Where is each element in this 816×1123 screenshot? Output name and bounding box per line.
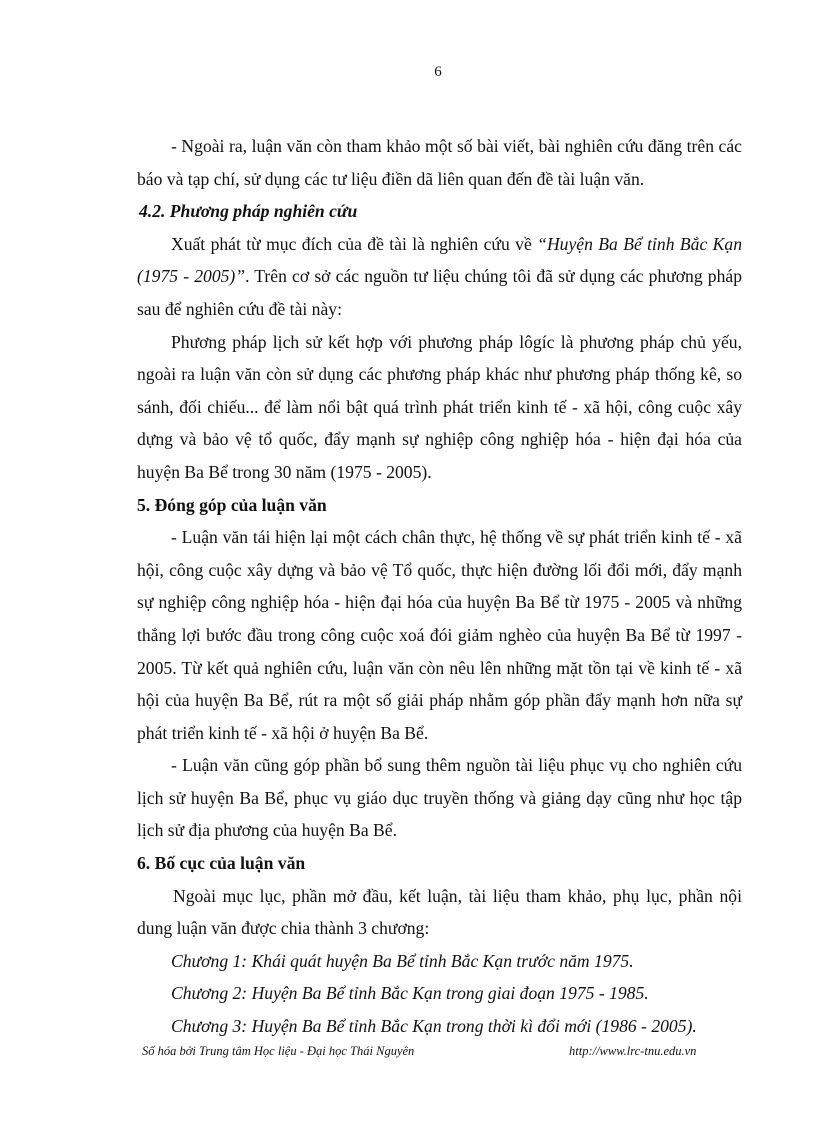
paragraph-references: - Ngoài ra, luận văn còn tham khảo một số bài viết, bài nghiên cứu đăng trên các báo và tạp chí, sử dụng các tư liệu điền dã liên quan đến đề tài luận văn. bbox=[137, 136, 742, 189]
chapter-1-line: Chương 1: Khái quát huyện Ba Bể tỉnh Bắc Kạn trước năm 1975. bbox=[171, 950, 634, 971]
methods-intro-text: Xuất phát từ mục đích của đề tài là nghiên cứu về bbox=[171, 233, 538, 254]
page-number: 6 bbox=[434, 64, 442, 80]
section-heading-6: 6. Bố cục của luận văn bbox=[137, 853, 306, 874]
paragraph-methods-intro bbox=[137, 228, 742, 326]
methods-intro-text-cont: . Trên cơ sở các nguồn tư liệu chúng tôi đã sử dụng các phương pháp sau để nghiên cứu đề tài này: bbox=[137, 266, 742, 319]
footer-digitized-by: Số hóa bởi Trung tâm Học liệu - Đại học Thái Nguyên bbox=[142, 1044, 415, 1058]
chapter-3-line: Chương 3: Huyện Ba Bể tỉnh Bắc Kạn trong thời kì đổi mới (1986 - 2005). bbox=[171, 1016, 697, 1037]
section-heading-5: 5. Đóng góp của luận văn bbox=[137, 494, 327, 515]
footer-url: http://www.lrc-tnu.edu.vn bbox=[569, 1044, 697, 1058]
document-body bbox=[137, 130, 742, 1043]
thesis-title-quote: “Huyện Ba Bể tỉnh Bắc Kạn (1975 - 2005)” bbox=[137, 233, 742, 287]
paragraph-contribution-1: - Luận văn tái hiện lại một cách chân thực, hệ thống về sự phát triển kinh tế - xã hội, công cuộc xây dựng và bảo vệ Tổ quốc, thực hiện đường lối đổi mới, đẩy mạnh sự nghiệp công nghiệp hóa - hiện đại hóa của huyện Ba Bể từ 1975 - 2005 và những thắng lợi bước đầu trong công cuộc xoá đói giảm nghèo của huyện Ba Bể từ 1997 - 2005. Từ kết quả nghiên cứu, luận văn còn nêu lên những mặt tồn tại về kinh tế - xã hội của huyện Ba Bể, rút ra một số giải pháp nhằm góp phần đẩy mạnh hơn nữa sự phát triển kinh tế - xã hội ở huyện Ba Bể. bbox=[137, 527, 742, 743]
paragraph-structure: Ngoài mục lục, phần mở đầu, kết luận, tài liệu tham khảo, phụ lục, phần nội dung luận văn được chia thành 3 chương: bbox=[137, 885, 742, 939]
paragraph-methods: Phương pháp lịch sử kết hợp với phương pháp lôgíc là phương pháp chủ yếu, ngoài ra luận văn còn sử dụng các phương pháp khác như phương pháp thống kê, so sánh, đối chiếu... để làm nổi bật quá trình phát triển kinh tế - xã hội, công cuộc xây dựng và bảo vệ tổ quốc, đẩy mạnh sự nghiệp công nghiệp hóa - hiện đại hóa của huyện Ba Bể trong 30 năm (1975 - 2005). bbox=[137, 331, 742, 482]
paragraph-contribution-2: - Luận văn cũng góp phần bổ sung thêm nguồn tài liệu phục vụ cho nghiên cứu lịch sử huyện Ba Bể, phục vụ giáo dục truyền thống và giảng dạy cũng như học tập lịch sử địa phương của huyện Ba Bể. bbox=[137, 755, 742, 841]
chapter-2-line: Chương 2: Huyện Ba Bể tỉnh Bắc Kạn trong giai đoạn 1975 - 1985. bbox=[171, 983, 649, 1004]
section-heading-4-2: 4.2. Phương pháp nghiên cứu bbox=[139, 201, 358, 222]
